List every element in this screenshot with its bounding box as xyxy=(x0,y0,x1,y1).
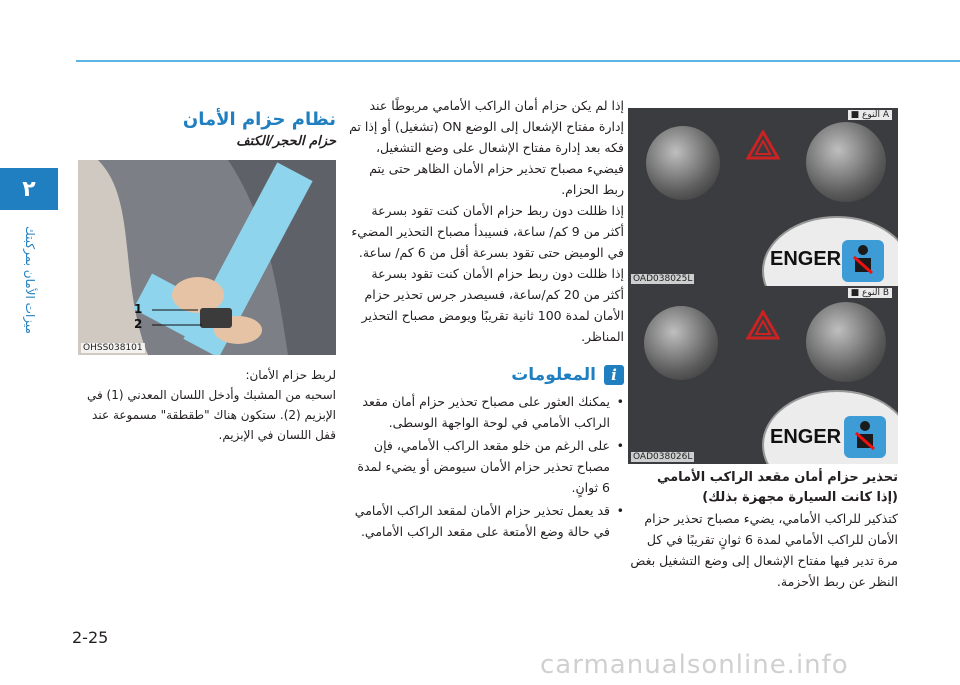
seatbelt-warning-icon xyxy=(842,240,884,282)
info-list-item: • قد يعمل تحذير حزام الأمان لمقعد الراكب الأمامي في حالة وضع الأمتعة على مقعد الراكب الأمامي. xyxy=(348,500,624,542)
watermark-text: carmanualsonline.info xyxy=(540,650,849,680)
intro-paragraph: إذا لم يكن حزام أمان الراكب الأمامي مربوطًا عند إدارة مفتاح الإشعال إلى الوضع ON (تشغيل) أو إذا تم فكه بعد إدارة مفتاح الإشعال على وضع التشغيل، فيضيء مصباح تحذير حزام الأمان الظاهر حتى يتم ربط الحزام. xyxy=(349,98,624,197)
control-knob-right xyxy=(806,122,886,202)
info-list xyxy=(348,391,624,542)
section-heading: تحذير حزام أمان مقعد الراكب الأمامي xyxy=(656,470,898,485)
control-knob-right xyxy=(806,302,886,382)
fasten-body: اسحبه من المشبك وأدخل اللسان المعدني (1) في الإبزيم (2). ستكون هناك "طقطقة" مسموعة عند قفل اللسان في الإبزيم. xyxy=(86,388,336,442)
section-subheading: (إذا كانت السيارة مجهزة بذلك) xyxy=(702,490,898,505)
info-list-item: • يمكنك العثور على مصباح تحذير حزام أمان مقعد الراكب الأمامي في لوحة الواجهة الوسطى. xyxy=(348,391,624,433)
hazard-icon xyxy=(746,130,780,160)
fasten-label: لربط حزام الأمان: xyxy=(245,368,336,382)
info-icon: i xyxy=(604,365,624,385)
middle-column xyxy=(348,95,624,544)
photo-code: OAD038025L xyxy=(633,274,693,284)
section-subtitle: حزام الحجر/الكتف xyxy=(236,134,336,149)
marker-tongue: 1 xyxy=(134,302,143,316)
seatbelt-photo xyxy=(78,160,336,355)
passenger-warning-section xyxy=(626,468,898,592)
header-rule xyxy=(76,60,960,62)
warning-light-callout xyxy=(762,390,898,464)
section-body: كتذكير للراكب الأمامي، يضيء مصباح تحذير حزام الأمان للراكب الأمامي لمدة 6 ثوانٍ تقريبًا في كل مرة تدير فيها مفتاح الإشعال إلى وضع التشغيل بغض النظر عن ربط الأحزمة. xyxy=(630,511,898,589)
control-knob-left xyxy=(644,306,718,380)
control-knob-left xyxy=(646,126,720,200)
display-text: ENGER xyxy=(770,426,842,448)
chapter-tab: ٢ xyxy=(0,168,58,210)
page-number: 2-25 xyxy=(72,628,109,647)
chapter-side-label: ميزات الأمان بمركبتك xyxy=(23,226,37,334)
left-column xyxy=(76,108,336,445)
photo-type-tag: ■ النوع B xyxy=(848,288,892,298)
marker-buckle: 2 xyxy=(134,317,143,331)
seatbelt-warning-icon xyxy=(844,416,886,458)
photo-code: OHSS038101 xyxy=(83,343,143,353)
warning-light-callout xyxy=(762,216,898,286)
speed-paragraph-2: إذا ظللت دون ربط حزام الأمان كنت تقود بسرعة أكثر من 20 كم/ساعة، فسيصدر جرس تحذير حزام الأمان لمدة 100 ثانية تقريبًا ويومض مصباح التحذير المناظر. xyxy=(361,266,624,344)
photo-code: OAD038026L xyxy=(633,452,693,462)
photo-type-a xyxy=(628,108,898,286)
info-heading xyxy=(348,365,624,385)
section-title: نظام حزام الأمان xyxy=(182,109,336,130)
hazard-icon xyxy=(746,310,780,340)
seatbelt-illustration xyxy=(78,160,336,355)
speed-paragraph-1: إذا ظللت دون ربط حزام الأمان كنت تقود بسرعة أكثر من 9 كم/ ساعة، فسيبدأ مصباح التحذير المضيء في الوميض حتى تقود بسرعة أقل من 6 كم/ ساعة. xyxy=(351,203,624,260)
photo-type-tag: ■ النوع A xyxy=(848,110,892,120)
info-title: المعلومات xyxy=(511,365,596,385)
display-text: ENGER xyxy=(770,248,842,270)
photo-type-b xyxy=(628,286,898,464)
info-list-item: • على الرغم من خلو مقعد الراكب الأمامي، فإن مصباح تحذير حزام الأمان سيومض أو يضيء لمدة 6 ثوانٍ. xyxy=(348,435,624,498)
